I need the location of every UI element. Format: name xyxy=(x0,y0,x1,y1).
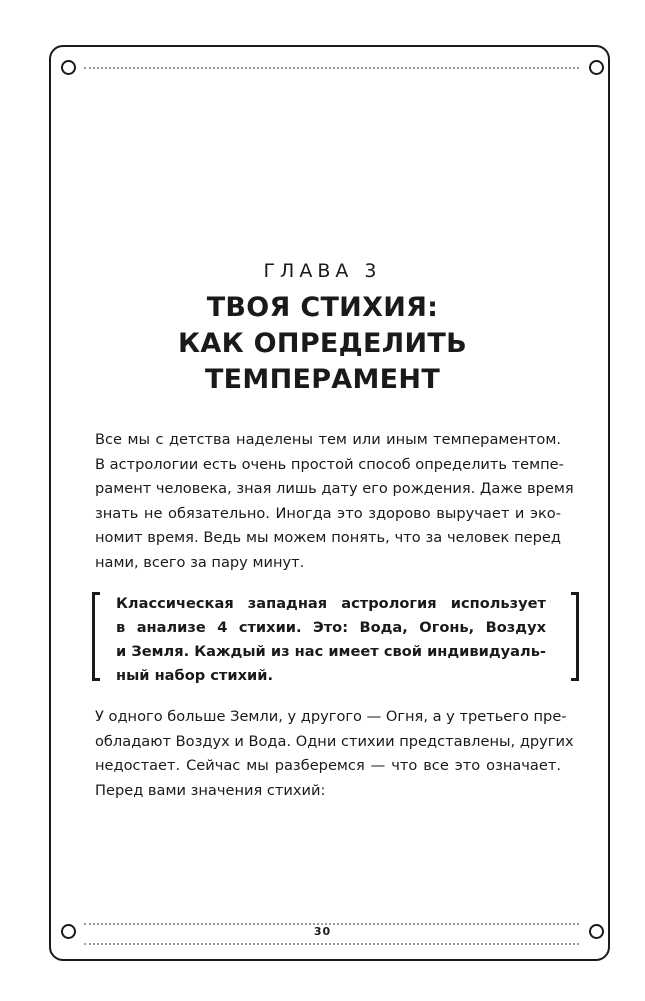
top-dotted-rule xyxy=(84,67,579,69)
intro-paragraph xyxy=(95,428,574,575)
text-line: У одного больше Земли, у другого — Огня, а у третьего пре- xyxy=(95,708,567,725)
text-line: Все мы с детства наделены тем или иным темпераментом. xyxy=(95,431,561,448)
corner-ring-icon xyxy=(61,60,76,75)
callout-text xyxy=(116,592,546,688)
text-line: Классическая западная астрология использует xyxy=(116,595,546,612)
chapter-title-line: ТЕМПЕРАМЕНТ xyxy=(204,364,441,395)
chapter-title xyxy=(0,290,645,398)
text-line: рамент человека, зная лишь дату его рождения. Даже время xyxy=(95,480,574,497)
callout-box xyxy=(92,592,579,683)
text-line: номит время. Ведь мы можем понять, что за человек перед xyxy=(95,529,561,546)
text-line: обладают Воздух и Вода. Одни стихии представлены, других xyxy=(95,732,574,750)
text-line: Перед вами значения стихий: xyxy=(95,781,326,799)
text-line: и Земля. Каждый из нас имеет свой индивидуаль- xyxy=(116,643,546,660)
chapter-label: ГЛАВА 3 xyxy=(263,260,382,282)
bottom-dotted-rule xyxy=(84,943,579,945)
page-number: 30 xyxy=(313,925,332,938)
corner-ring-icon xyxy=(589,60,604,75)
text-line: В астрологии есть очень простой способ определить темпе- xyxy=(95,455,564,473)
chapter-title-line: КАК ОПРЕДЕЛИТЬ xyxy=(178,328,467,359)
text-line: ный набор стихий. xyxy=(116,667,274,684)
body-paragraph xyxy=(95,705,574,803)
right-bracket-icon xyxy=(571,592,579,681)
chapter-title-line: ТВОЯ СТИХИЯ: xyxy=(206,292,439,323)
left-bracket-icon xyxy=(92,592,100,681)
text-line: недостает. Сейчас мы разберемся — что все это означает. xyxy=(95,757,561,774)
text-line: в анализе 4 стихии. Это: Вода, Огонь, Воздух xyxy=(116,619,546,636)
text-line: знать не обязательно. Иногда это здорово выручает и эко- xyxy=(95,504,561,522)
text-line: нами, всего за пару минут. xyxy=(95,553,305,571)
